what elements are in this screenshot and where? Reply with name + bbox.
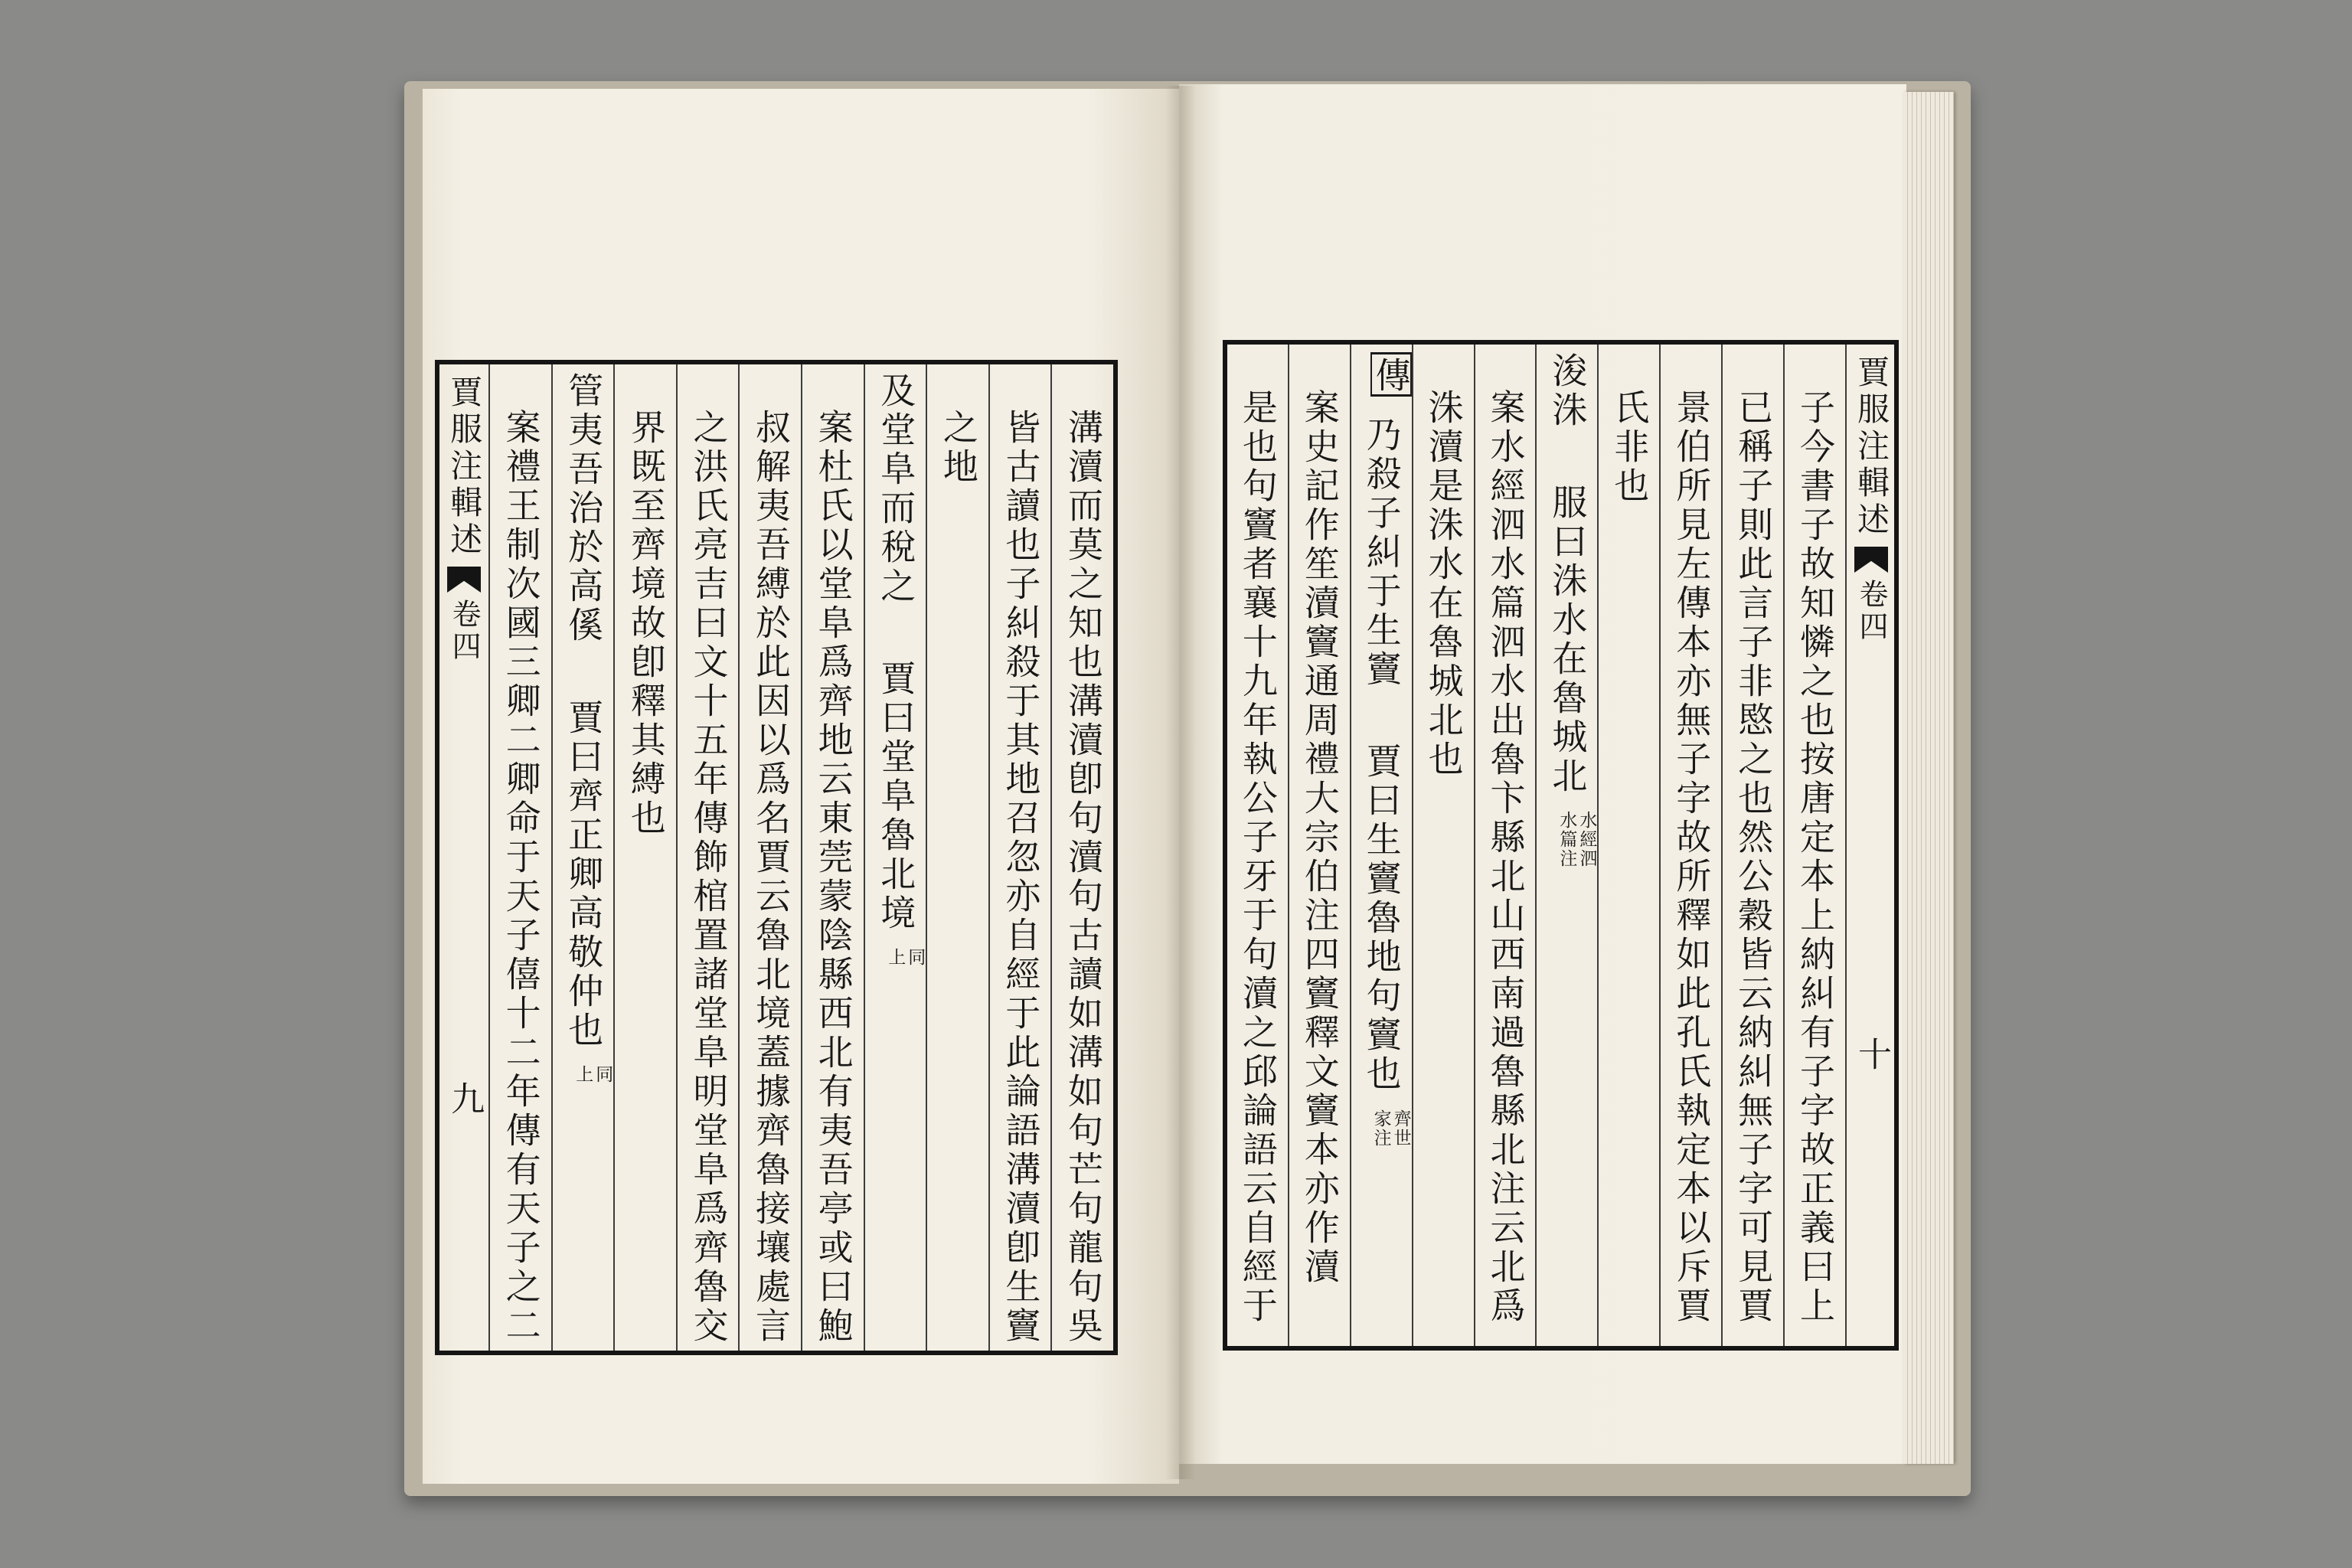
classic-text: 浚洙: [1547, 352, 1589, 430]
text-column: [1227, 345, 1288, 1346]
text-column: [988, 364, 1051, 1351]
text-column: [801, 364, 864, 1351]
commentary-text: 子今書子故知憐之也按唐定本上納糾有子字故正義曰上: [1795, 389, 1836, 1326]
text-column: [1783, 345, 1845, 1346]
small-note: 同上: [885, 948, 926, 968]
commentary-text: 是也句竇者襄十九年執公子牙于句瀆之邱論語云自經于: [1236, 389, 1279, 1326]
text-column: [676, 364, 739, 1351]
text-column: [551, 364, 614, 1351]
commentary-text: 已稱子則此言子非愍之也然公穀皆云納糾無子字可見賈: [1733, 389, 1775, 1326]
leaf-number: 十: [1852, 1037, 1891, 1070]
text-column: [1659, 345, 1721, 1346]
zhuan-mark: 傳: [1370, 352, 1412, 397]
text-column: [1350, 345, 1412, 1346]
fishtail-mark-icon: [1854, 547, 1888, 573]
text-column: [1721, 345, 1783, 1346]
commentary-text: 案史記作笙瀆竇通周禮大宗伯注四竇釋文竇本亦作瀆: [1298, 389, 1341, 1287]
small-note: 水經泗水篇注: [1557, 811, 1597, 869]
running-title: 賈服注輯述: [446, 375, 484, 559]
commentary-text: 溝瀆而莫之知也溝瀆卽句瀆句古讀如溝如句芒句龍句吳: [1063, 409, 1104, 1346]
commentary-text: 景伯所見左傳本亦無子字故所釋如此孔氏執定本以斥賈: [1671, 389, 1713, 1326]
text-column: [1597, 345, 1659, 1346]
text-column: [1288, 345, 1350, 1346]
small-note: 齊世家注: [1370, 1109, 1411, 1148]
book-gutter: [1165, 86, 1196, 1479]
classic-text: 乃殺子糾于生竇: [1361, 416, 1403, 690]
commentary-text: 案杜氏以堂阜爲齊地云東莞蒙陰縣西北有夷吾亭或曰鮑: [812, 409, 854, 1346]
commentary-text: 氏非也: [1609, 389, 1651, 506]
text-column: [926, 364, 988, 1351]
commentary-text: 案禮王制次國三卿二卿命于天子僖十二年傳有天子之二: [500, 409, 542, 1346]
commentary-text: 叔解夷吾縛於此因以爲名賈云魯北境蓋據齊魯接壤處言: [750, 409, 792, 1346]
commentary-text: 皆古讀也子糾殺于其地召忽亦自經于此論語溝瀆卽生竇: [1000, 409, 1042, 1346]
classic-text: 及堂阜而稅之: [875, 372, 917, 606]
right-page-frame: [1223, 340, 1899, 1351]
text-column: [1474, 345, 1536, 1346]
commentary-text: 之洪氏亮吉曰文十五年傳飾棺置諸堂阜明堂阜爲齊魯交: [688, 409, 730, 1346]
leaf-number: 九: [445, 1081, 485, 1115]
left-page-frame: [435, 360, 1118, 1355]
text-column: [1535, 345, 1597, 1346]
juan-label: 卷四: [1854, 579, 1888, 643]
gloss-text: 服曰洙水在魯城北: [1547, 483, 1589, 796]
text-column: [613, 364, 676, 1351]
text-column: [738, 364, 801, 1351]
banxin-center-column: [439, 364, 488, 1351]
gloss-text: 賈曰堂阜魯北境: [875, 659, 917, 933]
commentary-text: 洙瀆是洙水在魯城北也: [1423, 389, 1465, 779]
running-title: 賈服注輯述: [1853, 355, 1890, 539]
text-column: [864, 364, 926, 1351]
classic-text: 管夷吾治於高傒: [563, 372, 605, 645]
juan-label: 卷四: [447, 599, 482, 663]
commentary-text: 案水經泗水篇泗水出魯卞縣北山西南過魯縣北注云北爲: [1485, 389, 1527, 1326]
fishtail-mark-icon: [447, 567, 481, 593]
gloss-text: 賈曰生竇魯地句竇也: [1361, 743, 1403, 1095]
small-note: 同上: [573, 1065, 613, 1085]
banxin-center-column: [1845, 345, 1894, 1346]
text-column: [1050, 364, 1113, 1351]
text-column: [1412, 345, 1474, 1346]
commentary-text: 界既至齊境故卽釋其縛也: [625, 409, 667, 838]
text-column: [488, 364, 551, 1351]
commentary-text: 之地: [937, 409, 979, 487]
stacked-leaf-edges: [1903, 92, 1954, 1464]
gloss-text: 賈曰齊正卿高敬仲也: [563, 698, 605, 1050]
